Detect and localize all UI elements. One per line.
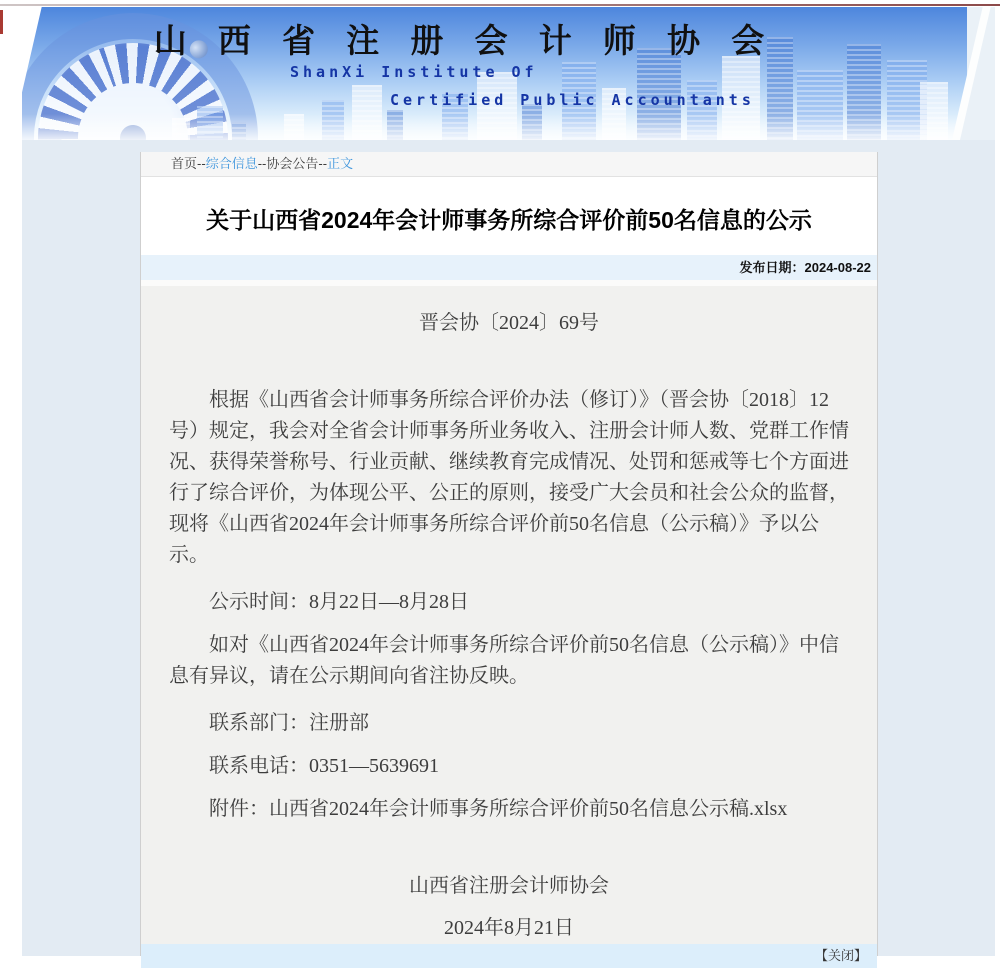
breadcrumb-separator: -- <box>257 156 267 171</box>
banner-image <box>22 7 967 140</box>
paragraph-public-period: 公示时间：8月22日—8月28日 <box>209 591 469 613</box>
breadcrumb-general-info[interactable]: 综合信息 <box>205 156 258 171</box>
breadcrumb-announcements[interactable]: 协会公告 <box>266 156 319 171</box>
close-button[interactable]: 【关闭】 <box>814 948 867 963</box>
article-body <box>141 280 877 944</box>
header-banner <box>22 7 995 140</box>
document-number: 晋会协〔2024〕69号 <box>419 312 599 334</box>
signature-organization: 山西省注册会计师协会 <box>409 875 609 897</box>
publish-date-bar <box>141 255 877 280</box>
banner-mist <box>22 114 967 140</box>
signature-date: 2024年8月21日 <box>444 917 574 939</box>
publish-date: 发布日期：2024-08-22 <box>739 260 871 275</box>
site-title-english-line2: Certified Public Accountants <box>390 91 755 109</box>
contact-phone: 联系电话：0351—5639691 <box>209 755 439 777</box>
article-panel <box>140 152 878 963</box>
site-title-chinese: 山 西 省 注 册 会 计 师 协 会 <box>153 22 776 59</box>
top-divider <box>0 4 1000 6</box>
article-title: 关于山西省2024年会计师事务所综合评价前50名信息的公示 <box>206 207 812 233</box>
title-block <box>141 177 877 255</box>
edge-mark <box>0 10 3 34</box>
site-title-english-line1: ShanXi Institute Of <box>290 63 538 81</box>
breadcrumb <box>141 152 877 177</box>
contact-department: 联系部门：注册部 <box>209 712 369 734</box>
breadcrumb-separator: -- <box>318 156 328 171</box>
breadcrumb-home[interactable]: 首页 <box>171 156 198 171</box>
breadcrumb-current-article[interactable]: 正文 <box>327 156 354 171</box>
attachment-link[interactable]: 附件：山西省2024年会计师事务所综合评价前50名信息公示稿.xlsx <box>209 798 788 820</box>
paragraph-basis: 根据《山西省会计师事务所综合评价办法（修订）》（晋会协〔2018〕12号）规定，我会对全省会计师事务所业务收入、注册会计师人数、党群工作情况、获得荣誉称号、行业贡献、继续教育完成情况、处罚和惩戒等七个方面进行了综合评价，为体现公平、公正的原则，接受广大会员和社会公众的监督，现将《山西省2024年会计师事务所综合评价前50名信息（公示稿）》予以公示。 <box>169 389 849 566</box>
close-bar <box>141 944 877 968</box>
breadcrumb-separator: -- <box>197 156 206 171</box>
paragraph-objection: 如对《山西省2024年会计师事务所综合评价前50名信息（公示稿）》中信息有异议，请在公示期间向省注协反映。 <box>169 634 839 687</box>
